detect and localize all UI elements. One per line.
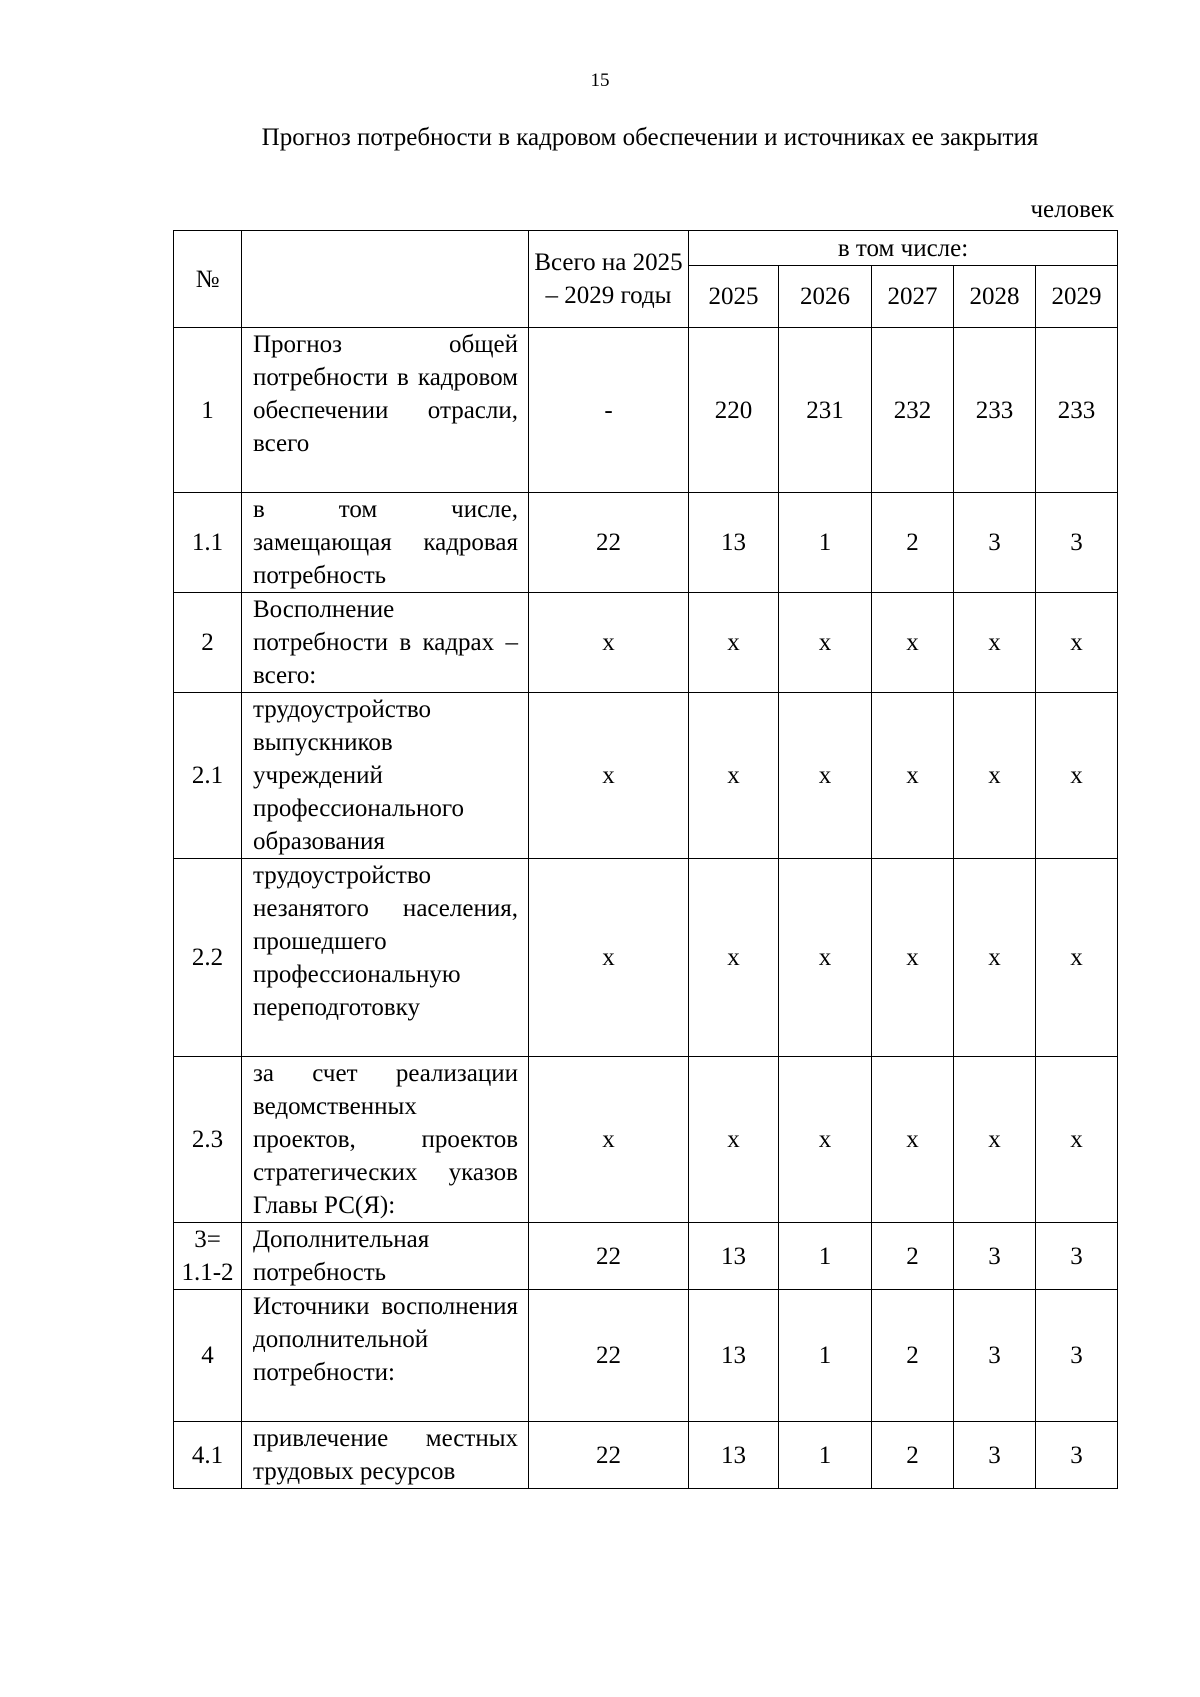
row-value: х [779, 593, 872, 693]
row-value: х [954, 693, 1036, 859]
forecast-table [173, 230, 1118, 1489]
row-value: х [689, 593, 779, 693]
row-value: х [872, 859, 954, 1057]
row-value: 2 [872, 493, 954, 593]
row-total: х [529, 1057, 689, 1223]
row-value: х [1036, 693, 1118, 859]
row-description: трудоустройство незанятого населения, прошедшего профессиональную переподготовку [242, 859, 529, 1057]
row-total: х [529, 593, 689, 693]
row-total: - [529, 328, 689, 493]
header-year: 2026 [779, 266, 872, 328]
row-total: х [529, 693, 689, 859]
row-num: 2.1 [174, 693, 242, 859]
row-value: х [779, 693, 872, 859]
row-value: 231 [779, 328, 872, 493]
header-num: № [174, 231, 242, 328]
row-value: 3 [1036, 1223, 1118, 1290]
row-description: Источники восполнения дополнительной потребности: [242, 1290, 529, 1422]
row-num: 4 [174, 1290, 242, 1422]
row-value: 2 [872, 1290, 954, 1422]
row-value: 3 [954, 1290, 1036, 1422]
row-value: 2 [872, 1422, 954, 1489]
row-value: х [1036, 593, 1118, 693]
table-row [174, 1057, 1118, 1223]
row-value: 3 [954, 493, 1036, 593]
row-value: х [954, 1057, 1036, 1223]
row-num: 3= 1.1-2 [174, 1223, 242, 1290]
table-header-row [174, 231, 1118, 266]
row-total: 22 [529, 1422, 689, 1489]
row-value: 13 [689, 493, 779, 593]
table-row [174, 1223, 1118, 1290]
row-value: 1 [779, 1422, 872, 1489]
row-description: Прогноз общей потребности в кадровом обеспечении отрасли, всего [242, 328, 529, 493]
row-value: х [1036, 859, 1118, 1057]
header-year: 2028 [954, 266, 1036, 328]
header-year: 2025 [689, 266, 779, 328]
row-description: за счет реализации ведомственных проектов, проектов стратегических указов Главы РС(Я): [242, 1057, 529, 1223]
table-row [174, 693, 1118, 859]
row-value: 13 [689, 1223, 779, 1290]
row-total: 22 [529, 1223, 689, 1290]
row-value: 1 [779, 1290, 872, 1422]
table-row [174, 328, 1118, 493]
header-including: в том числе: [689, 231, 1118, 266]
row-value: 3 [954, 1223, 1036, 1290]
row-num: 2 [174, 593, 242, 693]
row-value: х [689, 859, 779, 1057]
row-value: 1 [779, 1223, 872, 1290]
header-total: Всего на 2025 – 2029 годы [529, 231, 689, 328]
row-value: 3 [1036, 1290, 1118, 1422]
document-title: Прогноз потребности в кадровом обеспечении и источниках ее закрытия [261, 124, 1039, 151]
header-description [242, 231, 529, 328]
row-value: х [689, 693, 779, 859]
row-description: трудоустройство выпускников учреждений профессионального образования [242, 693, 529, 859]
row-value: х [954, 859, 1036, 1057]
row-value: х [872, 1057, 954, 1223]
row-num: 2.2 [174, 859, 242, 1057]
row-description: Дополнительная потребность [242, 1223, 529, 1290]
row-value: 233 [954, 328, 1036, 493]
table-row [174, 1422, 1118, 1489]
header-year: 2029 [1036, 266, 1118, 328]
row-value: 3 [954, 1422, 1036, 1489]
page-number: 15 [590, 70, 610, 91]
row-value: 220 [689, 328, 779, 493]
row-description: Восполнение потребности в кадрах – всего: [242, 593, 529, 693]
row-value: х [872, 693, 954, 859]
row-num: 4.1 [174, 1422, 242, 1489]
row-total: 22 [529, 1290, 689, 1422]
row-total: х [529, 859, 689, 1057]
row-value: 13 [689, 1422, 779, 1489]
table-row [174, 859, 1118, 1057]
row-num: 2.3 [174, 1057, 242, 1223]
row-total: 22 [529, 493, 689, 593]
row-value: х [872, 593, 954, 693]
table-row [174, 1290, 1118, 1422]
row-value: 1 [779, 493, 872, 593]
row-value: 3 [1036, 493, 1118, 593]
row-value: х [689, 1057, 779, 1223]
row-value: 13 [689, 1290, 779, 1422]
row-value: 2 [872, 1223, 954, 1290]
row-value: х [779, 859, 872, 1057]
row-value: 3 [1036, 1422, 1118, 1489]
row-value: х [1036, 1057, 1118, 1223]
row-description: привлечение местных трудовых ресурсов [242, 1422, 529, 1489]
row-value: х [779, 1057, 872, 1223]
row-value: 233 [1036, 328, 1118, 493]
row-value: 232 [872, 328, 954, 493]
row-num: 1 [174, 328, 242, 493]
row-value: х [954, 593, 1036, 693]
table-row [174, 593, 1118, 693]
row-num: 1.1 [174, 493, 242, 593]
unit-label: человек [1030, 196, 1114, 223]
row-description: в том числе, замещающая кадровая потребность [242, 493, 529, 593]
header-year: 2027 [872, 266, 954, 328]
table-row [174, 493, 1118, 593]
